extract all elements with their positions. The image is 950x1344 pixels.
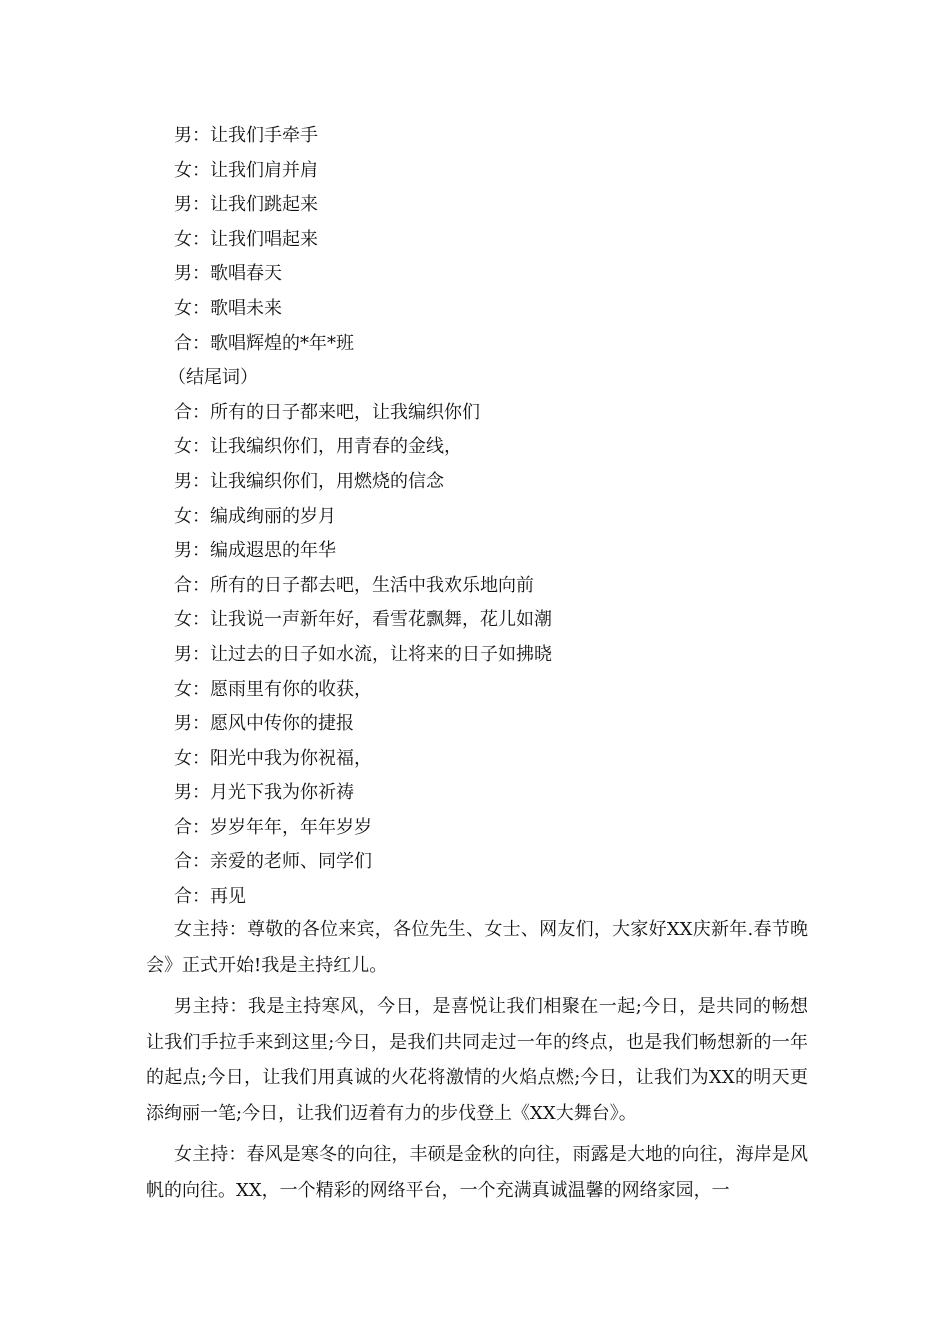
- dialogue-line: 男：让过去的日子如水流，让将来的日子如拂晓: [174, 643, 552, 665]
- paragraph: 女主持：春风是寒冬的向往，丰硕是金秋的向往，雨露是大地的向往，海岸是风帆的向往。XX，一个精彩的网络平台，一个充满真诚温馨的网络家园，一: [146, 1144, 808, 1201]
- dialogue-line: 男：愿风中传你的捷报: [174, 713, 354, 735]
- dialogue-line: 合：所有的日子都去吧，生活中我欢乐地向前: [174, 574, 534, 596]
- dialogue-line: 男：编成遐思的年华: [174, 540, 336, 562]
- paragraph: 男主持：我是主持寒风，今日，是喜悦让我们相聚在一起;今日，是共同的畅想让我们手拉手来到这里;今日，是我们共同走过一年的终点，也是我们畅想新的一年的起点;今日，让我们用真诚的火花将激情的火焰点燃;今日，让我们为XX的明天更添绚丽一笔;今日，让我们迈着有力的步伐登上《XX大舞台》。: [146, 996, 808, 1124]
- dialogue-line: 男：让我们手牵手: [174, 125, 318, 146]
- dialogue-lines: [168, 119, 814, 915]
- dialogue-line: 女：让我们唱起来: [174, 228, 318, 250]
- dialogue-line: 男：歌唱春天: [174, 263, 282, 285]
- dialogue-line: 女：让我们肩并肩: [174, 159, 318, 181]
- dialogue-line: 男：月光下我为你祈祷: [174, 782, 354, 804]
- paragraph: 女主持：尊敬的各位来宾，各位先生、女士、网友们，大家好XX庆新年.春节晚会》正式开始!我是主持红儿。: [146, 919, 808, 976]
- section-heading: （结尾词）: [168, 367, 258, 389]
- dialogue-line: 女：让我编织你们，用青春的金线，: [174, 436, 462, 458]
- dialogue-line: 合：岁岁年年，年年岁岁: [174, 816, 372, 838]
- dialogue-line: 女：编成绚丽的岁月: [174, 505, 336, 527]
- dialogue-line: 合：再见: [174, 886, 246, 908]
- host-paragraphs: [146, 912, 808, 1214]
- dialogue-line: 男：让我编织你们，用燃烧的信念: [174, 470, 444, 492]
- dialogue-line: 女：阳光中我为你祝福，: [174, 747, 372, 769]
- dialogue-line: 合：亲爱的老师、同学们: [174, 851, 372, 873]
- dialogue-line: 男：让我们跳起来: [174, 194, 318, 216]
- dialogue-line: 女：让我说一声新年好，看雪花飘舞，花儿如潮: [174, 609, 552, 631]
- dialogue-line: 女：歌唱未来: [174, 297, 282, 319]
- dialogue-line: 合：所有的日子都来吧，让我编织你们: [174, 401, 480, 423]
- dialogue-line: 合：歌唱辉煌的*年*班: [174, 332, 354, 354]
- dialogue-line: 女：愿雨里有你的收获，: [174, 678, 372, 700]
